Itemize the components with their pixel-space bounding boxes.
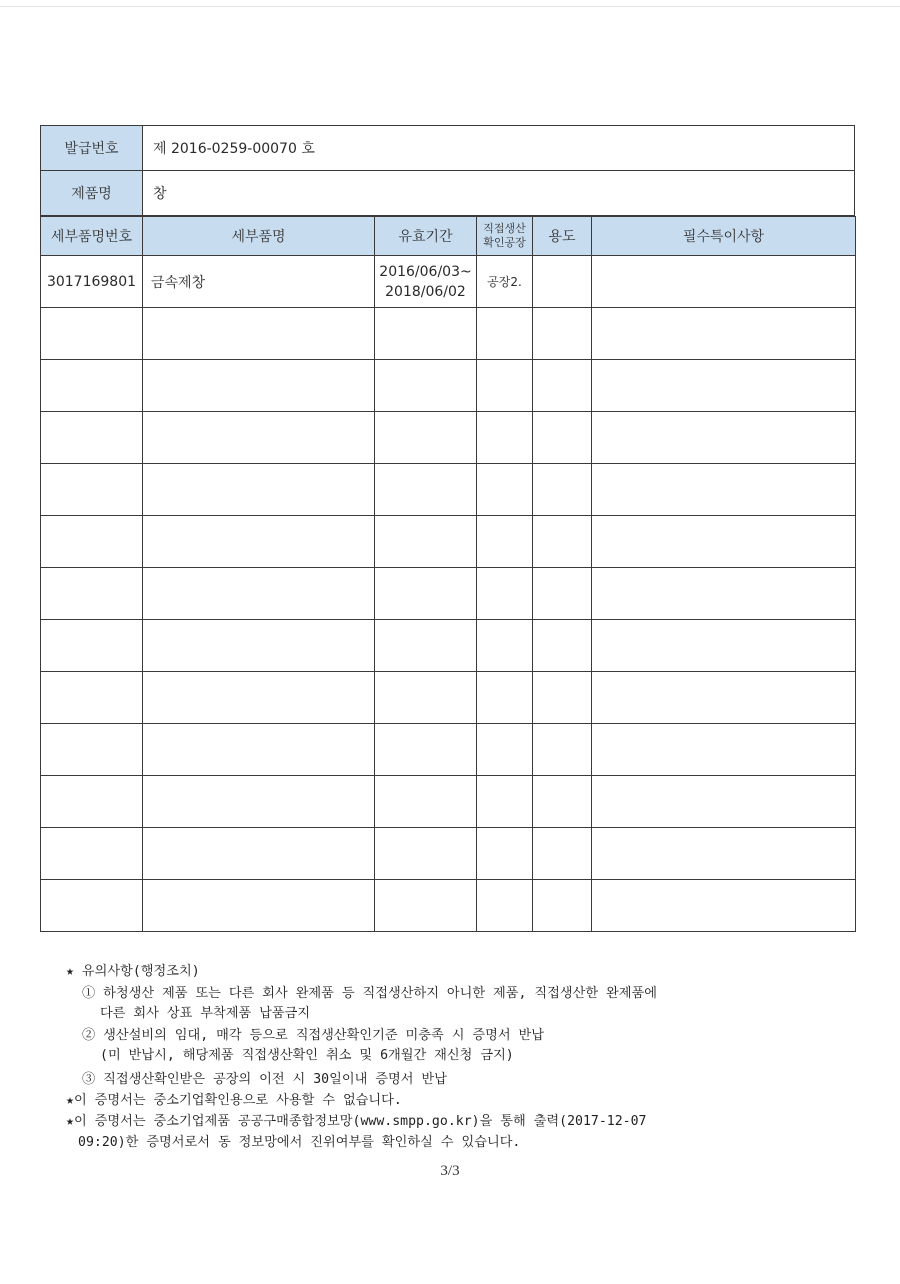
table-row-empty bbox=[41, 880, 856, 932]
empty-cell bbox=[533, 880, 592, 932]
notice-item-1-cont: 다른 회사 상표 부착제품 납품금지 bbox=[100, 1006, 311, 1021]
empty-cell bbox=[375, 724, 477, 776]
empty-cell bbox=[41, 360, 143, 412]
table-row-empty bbox=[41, 308, 856, 360]
table-row-empty bbox=[41, 464, 856, 516]
notice-usage-restriction: ★이 증명서는 중소기업확인용으로 사용할 수 없습니다. bbox=[66, 1093, 402, 1108]
empty-cell bbox=[143, 516, 375, 568]
col-header-name: 세부품명 bbox=[143, 217, 375, 256]
empty-cell bbox=[533, 568, 592, 620]
empty-cell bbox=[477, 880, 533, 932]
empty-cell bbox=[477, 620, 533, 672]
empty-cell bbox=[533, 360, 592, 412]
row-name: 금속제창 bbox=[143, 256, 375, 308]
empty-cell bbox=[143, 880, 375, 932]
table-row-empty bbox=[41, 568, 856, 620]
empty-cell bbox=[41, 828, 143, 880]
empty-cell bbox=[592, 308, 856, 360]
empty-cell bbox=[533, 672, 592, 724]
empty-cell bbox=[477, 412, 533, 464]
table-row-empty bbox=[41, 776, 856, 828]
empty-cell bbox=[375, 828, 477, 880]
row-use bbox=[533, 256, 592, 308]
empty-cell bbox=[143, 672, 375, 724]
row-period-end: 2018/06/02 bbox=[385, 283, 466, 300]
empty-cell bbox=[592, 516, 856, 568]
empty-cell bbox=[375, 880, 477, 932]
empty-cell bbox=[533, 620, 592, 672]
empty-cell bbox=[143, 620, 375, 672]
empty-cell bbox=[592, 672, 856, 724]
table-row-empty bbox=[41, 620, 856, 672]
empty-cell bbox=[41, 568, 143, 620]
empty-cell bbox=[143, 776, 375, 828]
empty-cell bbox=[477, 308, 533, 360]
empty-cell bbox=[477, 828, 533, 880]
empty-cell bbox=[477, 724, 533, 776]
empty-cell bbox=[41, 464, 143, 516]
empty-cell bbox=[533, 828, 592, 880]
empty-cell bbox=[41, 880, 143, 932]
scan-top-edge bbox=[0, 6, 900, 7]
notice-item-1: ① 하청생산 제품 또는 다른 회사 완제품 등 직접생산하지 아니한 제품, 직접생산한 완제품에 bbox=[82, 986, 658, 1001]
table-row-empty bbox=[41, 828, 856, 880]
table-row-empty bbox=[41, 412, 856, 464]
empty-cell bbox=[41, 620, 143, 672]
empty-cell bbox=[143, 464, 375, 516]
issue-number-value: 제 2016-0259-00070 호 bbox=[143, 126, 855, 171]
empty-cell bbox=[592, 620, 856, 672]
empty-cell bbox=[143, 412, 375, 464]
page-number: 3/3 bbox=[440, 1163, 460, 1179]
empty-cell bbox=[143, 828, 375, 880]
empty-cell bbox=[143, 360, 375, 412]
empty-cell bbox=[477, 568, 533, 620]
col-header-period: 유효기간 bbox=[375, 217, 477, 256]
empty-cell bbox=[41, 672, 143, 724]
detail-product-table bbox=[40, 216, 856, 932]
empty-cell bbox=[477, 464, 533, 516]
empty-cell bbox=[477, 672, 533, 724]
product-name-row bbox=[41, 171, 855, 216]
empty-cell bbox=[375, 568, 477, 620]
empty-cell bbox=[592, 412, 856, 464]
certificate-header-table bbox=[40, 125, 855, 216]
empty-cell bbox=[533, 516, 592, 568]
notice-verification: ★이 증명서는 중소기업제품 공공구매종합정보망(www.smpp.go.kr)을 통해 출력(2017-12-07 bbox=[66, 1114, 647, 1129]
empty-cell bbox=[41, 776, 143, 828]
empty-cell bbox=[477, 516, 533, 568]
empty-cell bbox=[375, 776, 477, 828]
row-period bbox=[375, 256, 477, 308]
col-header-plant bbox=[477, 217, 533, 256]
col-header-use: 용도 bbox=[533, 217, 592, 256]
empty-cell bbox=[592, 464, 856, 516]
table-row-empty bbox=[41, 516, 856, 568]
table-row-empty bbox=[41, 672, 856, 724]
col-header-plant-line2: 확인공장 bbox=[483, 236, 526, 249]
empty-cell bbox=[533, 412, 592, 464]
col-header-plant-line1: 직접생산 bbox=[483, 222, 526, 235]
empty-cell bbox=[477, 776, 533, 828]
empty-cell bbox=[375, 464, 477, 516]
empty-cell bbox=[375, 308, 477, 360]
empty-cell bbox=[375, 516, 477, 568]
empty-cell bbox=[592, 776, 856, 828]
notice-item-3: ③ 직접생산확인받은 공장의 이전 시 30일이내 증명서 반납 bbox=[82, 1072, 447, 1087]
empty-cell bbox=[41, 516, 143, 568]
notice-item-2-cont: (미 반납시, 해당제품 직접생산확인 취소 및 6개월간 재신청 금지) bbox=[100, 1048, 514, 1063]
empty-cell bbox=[41, 724, 143, 776]
empty-cell bbox=[41, 412, 143, 464]
row-code: 3017169801 bbox=[41, 256, 143, 308]
empty-cell bbox=[592, 724, 856, 776]
empty-cell bbox=[375, 360, 477, 412]
empty-cell bbox=[533, 308, 592, 360]
table-row bbox=[41, 256, 856, 308]
empty-cell bbox=[375, 620, 477, 672]
empty-cell bbox=[41, 308, 143, 360]
table-header-row bbox=[41, 217, 856, 256]
empty-cell bbox=[477, 360, 533, 412]
product-name-label: 제품명 bbox=[41, 171, 143, 216]
row-notes bbox=[592, 256, 856, 308]
notice-verification-cont: 09:20)한 증명서로서 동 정보망에서 진위여부를 확인하실 수 있습니다. bbox=[78, 1135, 521, 1150]
notice-title: ★ 유의사항(행정조치) bbox=[66, 964, 200, 979]
notice-item-2: ② 생산설비의 임대, 매각 등으로 직접생산확인기준 미충족 시 증명서 반납 bbox=[82, 1028, 545, 1043]
issue-number-label: 발급번호 bbox=[41, 126, 143, 171]
empty-cell bbox=[592, 828, 856, 880]
empty-cell bbox=[533, 724, 592, 776]
empty-cell bbox=[592, 880, 856, 932]
empty-cell bbox=[375, 672, 477, 724]
row-period-start: 2016/06/03~ bbox=[379, 263, 472, 280]
empty-cell bbox=[143, 568, 375, 620]
empty-cell bbox=[143, 308, 375, 360]
col-header-code: 세부품명번호 bbox=[41, 217, 143, 256]
table-row-empty bbox=[41, 724, 856, 776]
empty-cell bbox=[143, 724, 375, 776]
table-row-empty bbox=[41, 360, 856, 412]
empty-cell bbox=[533, 776, 592, 828]
issue-number-row bbox=[41, 126, 855, 171]
empty-cell bbox=[375, 412, 477, 464]
product-name-value: 창 bbox=[143, 171, 855, 216]
empty-cell bbox=[533, 464, 592, 516]
col-header-notes: 필수특이사항 bbox=[592, 217, 856, 256]
empty-cell bbox=[592, 360, 856, 412]
row-plant: 공장2. bbox=[477, 256, 533, 308]
empty-cell bbox=[592, 568, 856, 620]
